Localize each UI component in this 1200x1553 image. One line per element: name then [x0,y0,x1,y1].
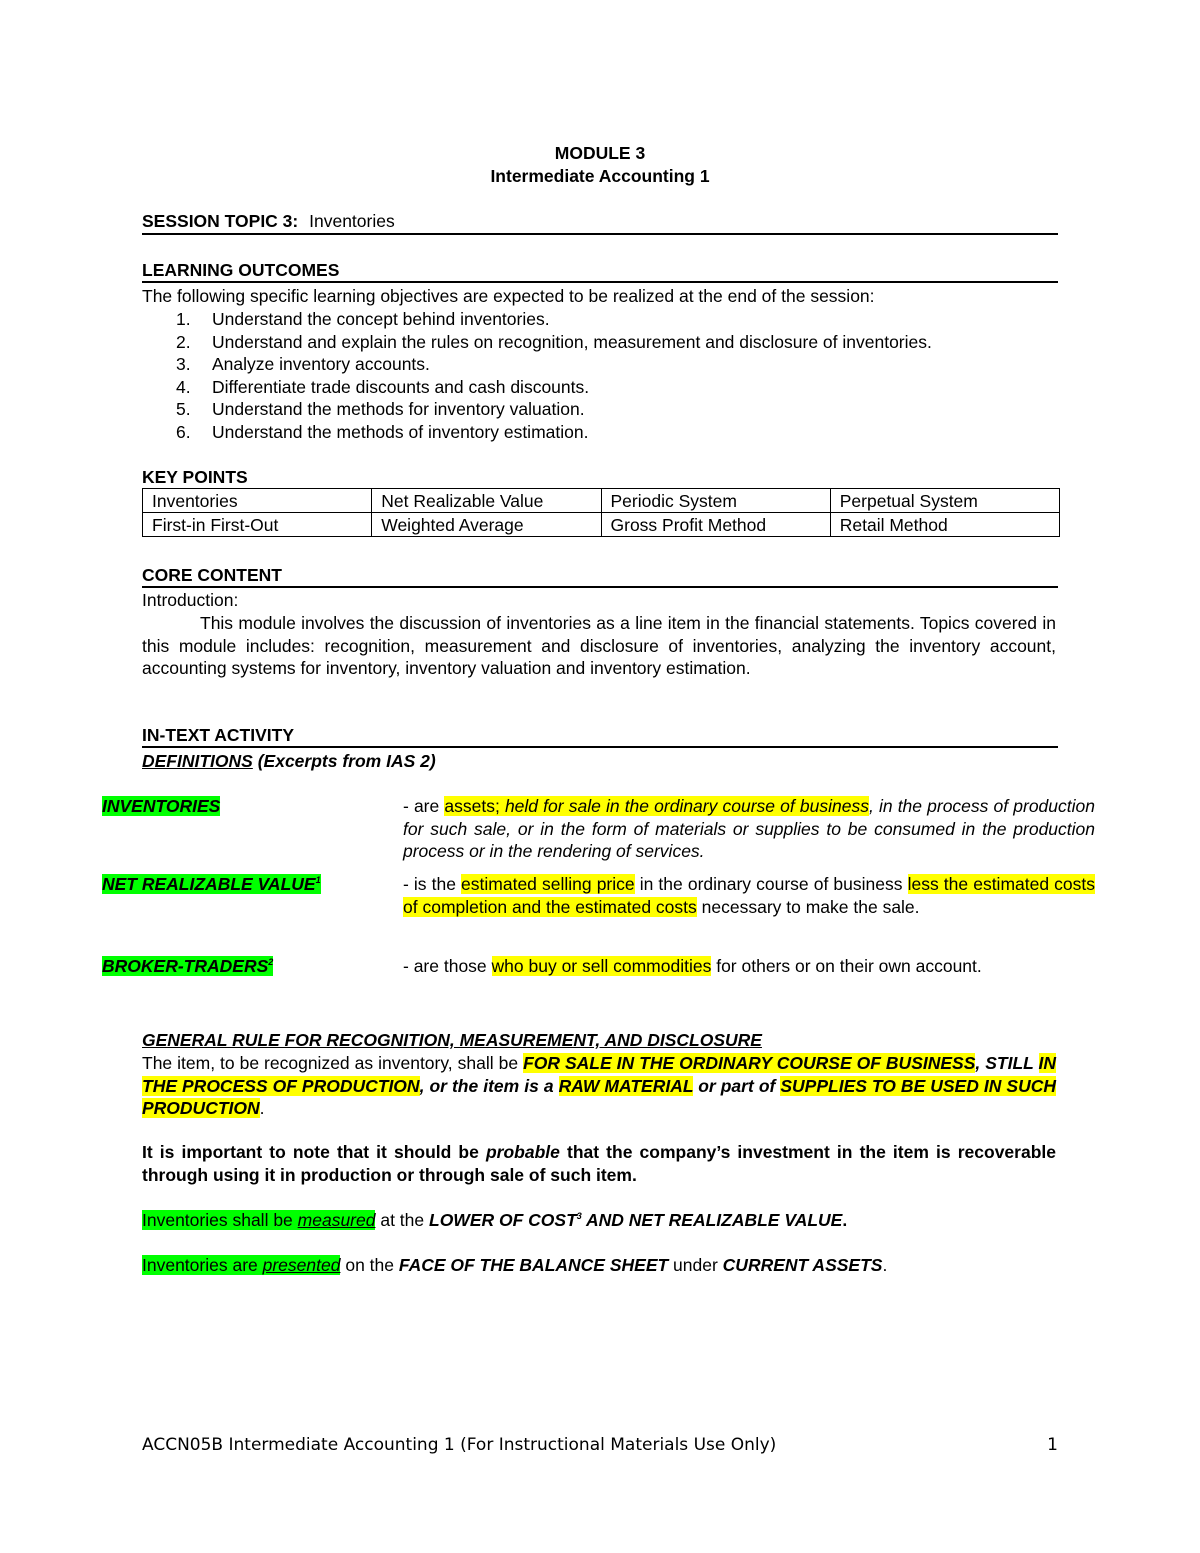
table-cell: Inventories [143,489,372,513]
divider [142,586,1058,588]
footer-text: ACCN05B Intermediate Accounting 1 (For Instructional Materials Use Only) [142,1435,777,1455]
general-rule-heading: GENERAL RULE FOR RECOGNITION, MEASUREMENT, AND DISCLOSURE [142,1030,762,1050]
list-item: 3. Analyze inventory accounts. [176,354,430,375]
learning-outcomes-intro: The following specific learning objectives are expected to be realized at the end of the session: [142,286,875,306]
session-topic-label: SESSION TOPIC 3: [142,211,299,231]
list-item: 5. Understand the methods for inventory valuation. [176,399,585,420]
divider [142,233,1058,235]
page-footer [142,1434,1058,1457]
definitions-heading: DEFINITIONS (Excerpts from IAS 2) [142,751,436,771]
table-cell: First-in First-Out [143,513,372,537]
table-row [143,489,1060,513]
course-title: Intermediate Accounting 1 [490,166,710,186]
list-item: 2. Understand and explain the rules on recognition, measurement and disclosure of inventories. [176,331,932,352]
definition-term-broker-traders: BROKER-TRADERS$^2$ [102,956,274,976]
core-content-heading: CORE CONTENT [142,565,282,585]
list-item: 6. Understand the methods of inventory estimation. [176,421,589,442]
divider [142,281,1058,283]
measurement-rule: Inventories shall be measured at the LOWER OF COST$^3$ AND NET REALIZABLE VALUE. [142,1210,848,1230]
document-page [102,0,1096,1553]
table-cell: Net Realizable Value [372,489,601,513]
in-text-activity-heading: IN-TEXT ACTIVITY [142,725,294,745]
introduction-label: Introduction: [142,590,239,610]
list-item: 4. Differentiate trade discounts and cash discounts. [176,376,590,397]
key-points-heading: KEY POINTS [142,467,248,487]
presentation-rule: Inventories are presented on the FACE OF THE BALANCE SHEET under CURRENT ASSETS. [142,1255,888,1275]
table-cell: Weighted Average [372,513,601,537]
module-title: MODULE 3 [554,143,646,163]
definition-term-nrv: NET REALIZABLE VALUE$^1$ [102,874,321,894]
session-topic-value: Inventories [309,211,395,231]
table-cell: Periodic System [601,489,830,513]
general-rule-paragraph: The item, to be recognized as inventory, shall be FOR SALE IN THE ORDINARY COURSE OF BUSINESS, STILL IN THE PROCESS OF PRODUCTION, or the item is a RAW MATERIAL or part of SUPPLIES TO BE USED IN SUCH PRODUCTION. [142,1053,1056,1119]
key-points-table [142,488,1060,537]
definition-term-inventories: INVENTORIES [102,796,221,816]
table-row [143,513,1060,537]
introduction-paragraph: This module involves the discussion of inventories as a line item in the financial statements. Topics covered in this module includes: recognition, measurement and disclosure of inventories, analyzing the inventory account, accounting systems for inventory, inventory valuation and inventory estimation. [142,613,1056,679]
page-number: 1 [1047,1435,1058,1455]
list-item: 1. Understand the concept behind inventories. [176,309,550,329]
probable-note: It is important to note that it should be probable that the company’s investment in the item is recoverable through using it in production or through sale of such item. [142,1142,1056,1185]
definition-inventories: - are assets; held for sale in the ordinary course of business, in the process of production for such sale, or in the form of materials or supplies to be consumed in the production process or in the rendering of services. [403,796,1095,862]
definition-broker-traders: - are those who buy or sell commodities for others or on their own account. [403,956,982,976]
definition-nrv: - is the estimated selling price in the ordinary course of business less the estimated costs of completion and the estimated costs necessary to make the sale. [403,874,1096,917]
divider [142,746,1058,748]
session-topic [142,210,395,233]
learning-outcomes-heading: LEARNING OUTCOMES [142,260,340,280]
table-cell: Retail Method [830,513,1059,537]
table-cell: Gross Profit Method [601,513,830,537]
learning-outcomes-list [142,308,932,444]
table-cell: Perpetual System [830,489,1059,513]
